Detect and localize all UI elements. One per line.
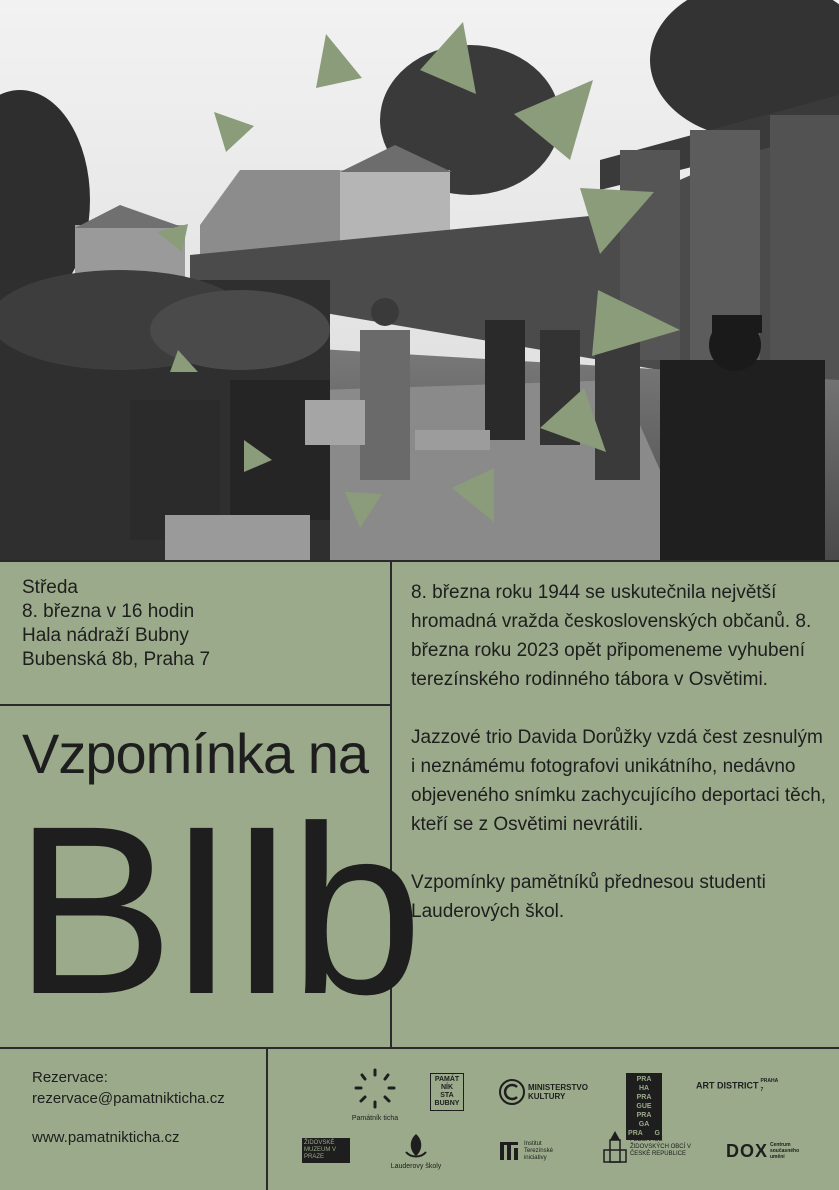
federace-tower-icon (602, 1130, 628, 1164)
description-paragraph-3: Vzpomínky pamětníků přednesou studenti Lauderových škol. (411, 872, 766, 922)
logo-pamatnik-sta-bubny[interactable] (430, 1073, 464, 1111)
description-paragraph-2: Jazzové trio Davida Dorůžky vzdá čest zesnulým i neznámému fotografovi unikátního, nedávno objeveného snímku zachycujícího deportaci těch, kteří se z Osvětimi nevrátili. (411, 727, 827, 835)
event-address: Bubenská 8b, Praha 7 (22, 649, 211, 670)
logo-zidovske-muzeum[interactable] (302, 1138, 350, 1163)
contact-block (32, 1067, 225, 1148)
logo-praha-label: PRA HA PRA GUE PRA GA PRA G (626, 1073, 662, 1140)
ministry-emblem-icon (498, 1078, 526, 1106)
description (411, 578, 831, 955)
logo-lauderovy-skoly-label: Lauderovy školy (390, 1163, 442, 1170)
logo-dox-sub-label: Centrum současného umění (769, 1142, 800, 1160)
event-day: Středa (22, 577, 78, 598)
title-line2: BIIb (14, 776, 417, 1044)
logo-lauderovy-skoly[interactable] (386, 1132, 446, 1171)
hero-photo (0, 0, 839, 560)
institut-emblem-icon (498, 1140, 522, 1162)
logo-praha7-label: PRAHA 7 (760, 1078, 779, 1093)
reservation-label: Rezervace: (32, 1069, 108, 1086)
logo-federace[interactable] (602, 1130, 702, 1164)
deportation-photo-illustration (0, 0, 839, 560)
logo-ministerstvo-kultury[interactable] (498, 1078, 598, 1106)
logo-art-district-label: ART DISTRICT (696, 1080, 759, 1091)
logo-art-district[interactable] (696, 1077, 796, 1095)
logo-zidovske-muzeum-label: ŽIDOVSKÉ MUZEUM V PRAZE (302, 1138, 350, 1163)
logo-federace-label: FEDERACE ŽIDOVSKÝCH OBCÍ V ČESKÉ REPUBLICE (629, 1136, 691, 1157)
title-line1: Vzpomínka na (22, 722, 368, 785)
lauder-leaf-icon (401, 1132, 431, 1160)
event-info (22, 576, 210, 672)
logo-ministerstvo-kultury-label: MINISTERSTVO KULTURY (527, 1083, 588, 1101)
divider-footer (0, 1047, 839, 1049)
reservation-email-link[interactable]: rezervace@pamatnikticha.cz (32, 1090, 225, 1107)
website-link[interactable]: www.pamatnikticha.cz (32, 1129, 180, 1146)
logo-institut[interactable] (498, 1140, 578, 1162)
logo-dox[interactable] (726, 1142, 826, 1160)
logo-institut-label: Institut Terezínské iniciativy (523, 1140, 553, 1161)
divider-top (0, 560, 839, 562)
logo-dox-label: DOX (726, 1141, 769, 1161)
sun-rays-icon (352, 1066, 398, 1112)
divider-footer-vertical (266, 1048, 268, 1190)
divider-info (0, 704, 391, 706)
event-date-time: 8. března v 16 hodin (22, 601, 195, 622)
event-venue: Hala nádraží Bubny (22, 625, 189, 646)
description-paragraph-1: 8. března roku 1944 se uskutečnila největší hromadná vražda československých občanů. 8. března roku 2023 opět připomeneme vyhubení terezínského rodinného tábora v Osvětimi. (411, 582, 812, 690)
logo-pamatnik-ticha[interactable] (350, 1066, 400, 1123)
logo-pamatnik-sta-bubny-label: PAMÁTNÍK STA BUBNY (430, 1073, 464, 1111)
logo-pamatnik-ticha-label: Památník ticha (351, 1115, 399, 1122)
